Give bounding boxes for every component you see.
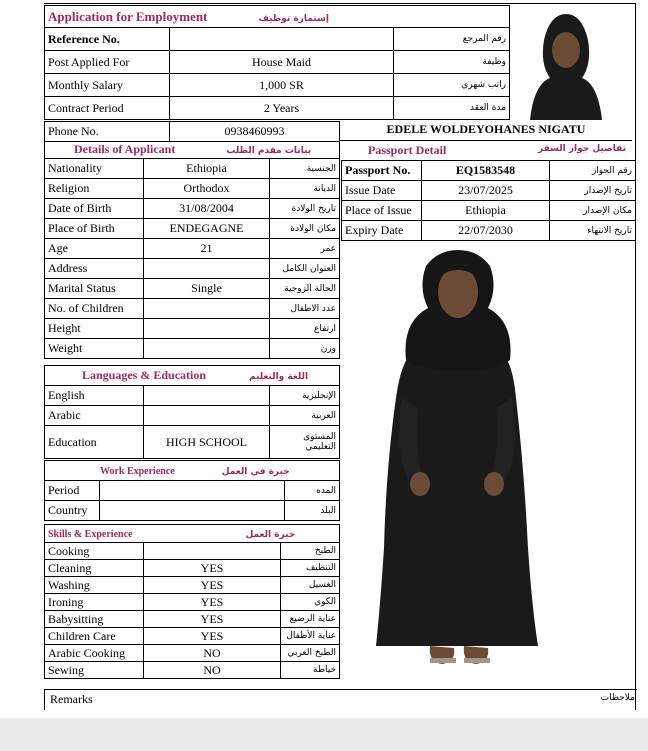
details-row-value: 21: [144, 239, 270, 259]
period-value: [100, 481, 285, 501]
skills-row-value: YES: [144, 611, 281, 628]
place-of-issue-label-ar: مكان الإصدار: [550, 201, 636, 221]
applicant-headshot: [510, 6, 620, 120]
table-row: [45, 279, 340, 299]
country-label-ar: البلد: [285, 501, 340, 521]
post-label-ar: وظيفة: [394, 51, 510, 74]
details-row-label: Religion: [45, 179, 144, 199]
post-value: House Maid: [170, 51, 394, 74]
remarks-row: [44, 689, 637, 710]
languages-table: [44, 365, 340, 459]
details-row-label-ar: ارتفاع: [270, 319, 340, 339]
skills-row-label-ar: الطبخ: [281, 543, 340, 560]
table-row: [45, 299, 340, 319]
details-row-label-ar: العنوان الكامل: [270, 259, 340, 279]
skills-row-label: Cleaning: [45, 560, 144, 577]
details-row-label-ar: الديانة: [270, 179, 340, 199]
table-row: [45, 662, 340, 679]
table-row: [45, 628, 340, 645]
details-row-value: Ethiopia: [144, 159, 270, 179]
details-row-label: No. of Children: [45, 299, 144, 319]
skills-row-label: Washing: [45, 577, 144, 594]
details-row-label-ar: عدد الاطفال: [270, 299, 340, 319]
table-row: [45, 594, 340, 611]
form-title-ar: إستمارة توظيف: [258, 13, 329, 24]
details-row-label: Marital Status: [45, 279, 144, 299]
salary-value: 1,000 SR: [170, 74, 394, 97]
skills-row-value: YES: [144, 628, 281, 645]
table-row: [45, 259, 340, 279]
salary-label-ar: راتب شهري: [394, 74, 510, 97]
education-label: Education: [45, 426, 144, 459]
country-value: [100, 501, 285, 521]
details-title-ar: بيانات مقدم الطلب: [226, 146, 312, 156]
place-of-issue-value: Ethiopia: [422, 201, 550, 221]
form-title-en: Application for Employment: [48, 8, 208, 24]
job-table: [44, 5, 510, 120]
place-of-issue-label: Place of Issue: [342, 201, 422, 221]
country-label: Country: [45, 501, 100, 521]
table-row: [45, 339, 340, 359]
details-row-label-ar: تاريخ الولادة: [270, 199, 340, 219]
skills-row-label-ar: عناية الرضيع: [281, 611, 340, 628]
details-row-label: Address: [45, 259, 144, 279]
applicant-name: EDELE WOLDEYOHANES NIGATU: [340, 122, 632, 141]
passport-no-label: Passport No.: [342, 161, 422, 181]
passport-table: [341, 160, 636, 241]
expiry-date-label-ar: تاريخ الانتهاء: [550, 221, 636, 241]
details-row-label-ar: الحالة الزوجية: [270, 279, 340, 299]
expiry-date-label: Expiry Date: [342, 221, 422, 241]
passport-title-ar: تفاصيل جواز السفر: [537, 144, 626, 154]
phone-table: [44, 121, 340, 142]
table-row: [45, 239, 340, 259]
details-row-label-ar: الجنسية: [270, 159, 340, 179]
details-row-label: Place of Birth: [45, 219, 144, 239]
passport-title-en: Passport Detail: [368, 143, 447, 157]
arabic-label-ar: العربية: [270, 406, 340, 426]
passport-no-value: EQ1583548: [422, 161, 550, 181]
remarks-label-ar: ملاحظات: [600, 693, 635, 703]
details-row-label-ar: وزن: [270, 339, 340, 359]
details-title-en: Details of Applicant: [74, 142, 176, 156]
details-row-value: Single: [144, 279, 270, 299]
phone-label: Phone No.: [45, 122, 170, 142]
skills-table: [44, 524, 340, 679]
skills-row-label-ar: الغسيل: [281, 577, 340, 594]
applicant-full-photo: [372, 248, 542, 672]
expiry-date-value: 22/07/2030: [422, 221, 550, 241]
details-row-value: 31/08/2004: [144, 199, 270, 219]
languages-title-en: Languages & Education: [82, 368, 207, 382]
skills-row-label: Sewing: [45, 662, 144, 679]
contract-label-ar: مدة العقد: [394, 97, 510, 120]
education-value: HIGH SCHOOL: [144, 426, 270, 459]
right-border: [635, 4, 636, 710]
background-strip: [0, 718, 648, 751]
salary-label: Monthly Salary: [45, 74, 170, 97]
table-row: [45, 159, 340, 179]
work-title-en: Work Experience: [100, 466, 175, 477]
details-table: [44, 141, 340, 359]
skills-row-label: Cooking: [45, 543, 144, 560]
passport-title-row: [340, 142, 632, 160]
table-row: [45, 645, 340, 662]
table-row: [45, 560, 340, 577]
contract-label: Contract Period: [45, 97, 170, 120]
details-row-label: Height: [45, 319, 144, 339]
reference-value: [170, 28, 394, 51]
skills-row-value: YES: [144, 577, 281, 594]
phone-value: 0938460993: [170, 122, 340, 142]
skills-row-label-ar: عناية الأطفال: [281, 628, 340, 645]
skills-row-value: YES: [144, 560, 281, 577]
passport-no-label-ar: رقم الجواز: [550, 161, 636, 181]
skills-title-en: Skills & Experience: [48, 529, 133, 540]
english-label-ar: الإنجليزية: [270, 386, 340, 406]
details-row-value: ENDEGAGNE: [144, 219, 270, 239]
table-row: [45, 543, 340, 560]
details-row-label-ar: عمر: [270, 239, 340, 259]
contract-value: 2 Years: [170, 97, 394, 120]
education-label-ar: المستوى التعليمي: [270, 426, 340, 459]
table-row: [45, 199, 340, 219]
reference-label: Reference No.: [45, 28, 170, 51]
details-row-label-ar: مكان الولادة: [270, 219, 340, 239]
work-title-ar: خبرة في العمل: [221, 467, 290, 477]
details-row-label: Nationality: [45, 159, 144, 179]
skills-row-label-ar: خياطة: [281, 662, 340, 679]
skills-row-label: Arabic Cooking: [45, 645, 144, 662]
details-row-value: Orthodox: [144, 179, 270, 199]
details-row-value: [144, 319, 270, 339]
issue-date-label: Issue Date: [342, 181, 422, 201]
work-table: [44, 460, 340, 521]
details-row-label: Weight: [45, 339, 144, 359]
skills-title-ar: خبرة العمل: [245, 530, 296, 540]
skills-row-value: NO: [144, 662, 281, 679]
period-label: Period: [45, 481, 100, 501]
reference-label-ar: رقم المرجع: [394, 28, 510, 51]
period-label-ar: المده: [285, 481, 340, 501]
table-row: [45, 611, 340, 628]
skills-row-value: NO: [144, 645, 281, 662]
top-border: [44, 3, 636, 4]
details-row-value: [144, 339, 270, 359]
table-row: [45, 219, 340, 239]
issue-date-value: 23/07/2025: [422, 181, 550, 201]
skills-row-label-ar: التنظيف: [281, 560, 340, 577]
skills-row-label: Ironing: [45, 594, 144, 611]
details-row-label: Age: [45, 239, 144, 259]
skills-row-value: YES: [144, 594, 281, 611]
skills-row-label-ar: الطبخ العربي: [281, 645, 340, 662]
skills-row-label: Babysitting: [45, 611, 144, 628]
english-value: [144, 386, 270, 406]
arabic-value: [144, 406, 270, 426]
languages-title-ar: اللغة والتعليم: [249, 372, 309, 382]
skills-row-value: [144, 543, 281, 560]
post-label: Post Applied For: [45, 51, 170, 74]
skills-row-label-ar: الكوي: [281, 594, 340, 611]
details-row-value: [144, 299, 270, 319]
skills-row-label: Children Care: [45, 628, 144, 645]
details-row-label: Date of Birth: [45, 199, 144, 219]
issue-date-label-ar: تاريخ الإصدار: [550, 181, 636, 201]
arabic-label: Arabic: [45, 406, 144, 426]
table-row: [45, 577, 340, 594]
table-row: [45, 319, 340, 339]
table-row: [45, 179, 340, 199]
remarks-label: Remarks: [50, 692, 93, 706]
english-label: English: [45, 386, 144, 406]
details-row-value: [144, 259, 270, 279]
